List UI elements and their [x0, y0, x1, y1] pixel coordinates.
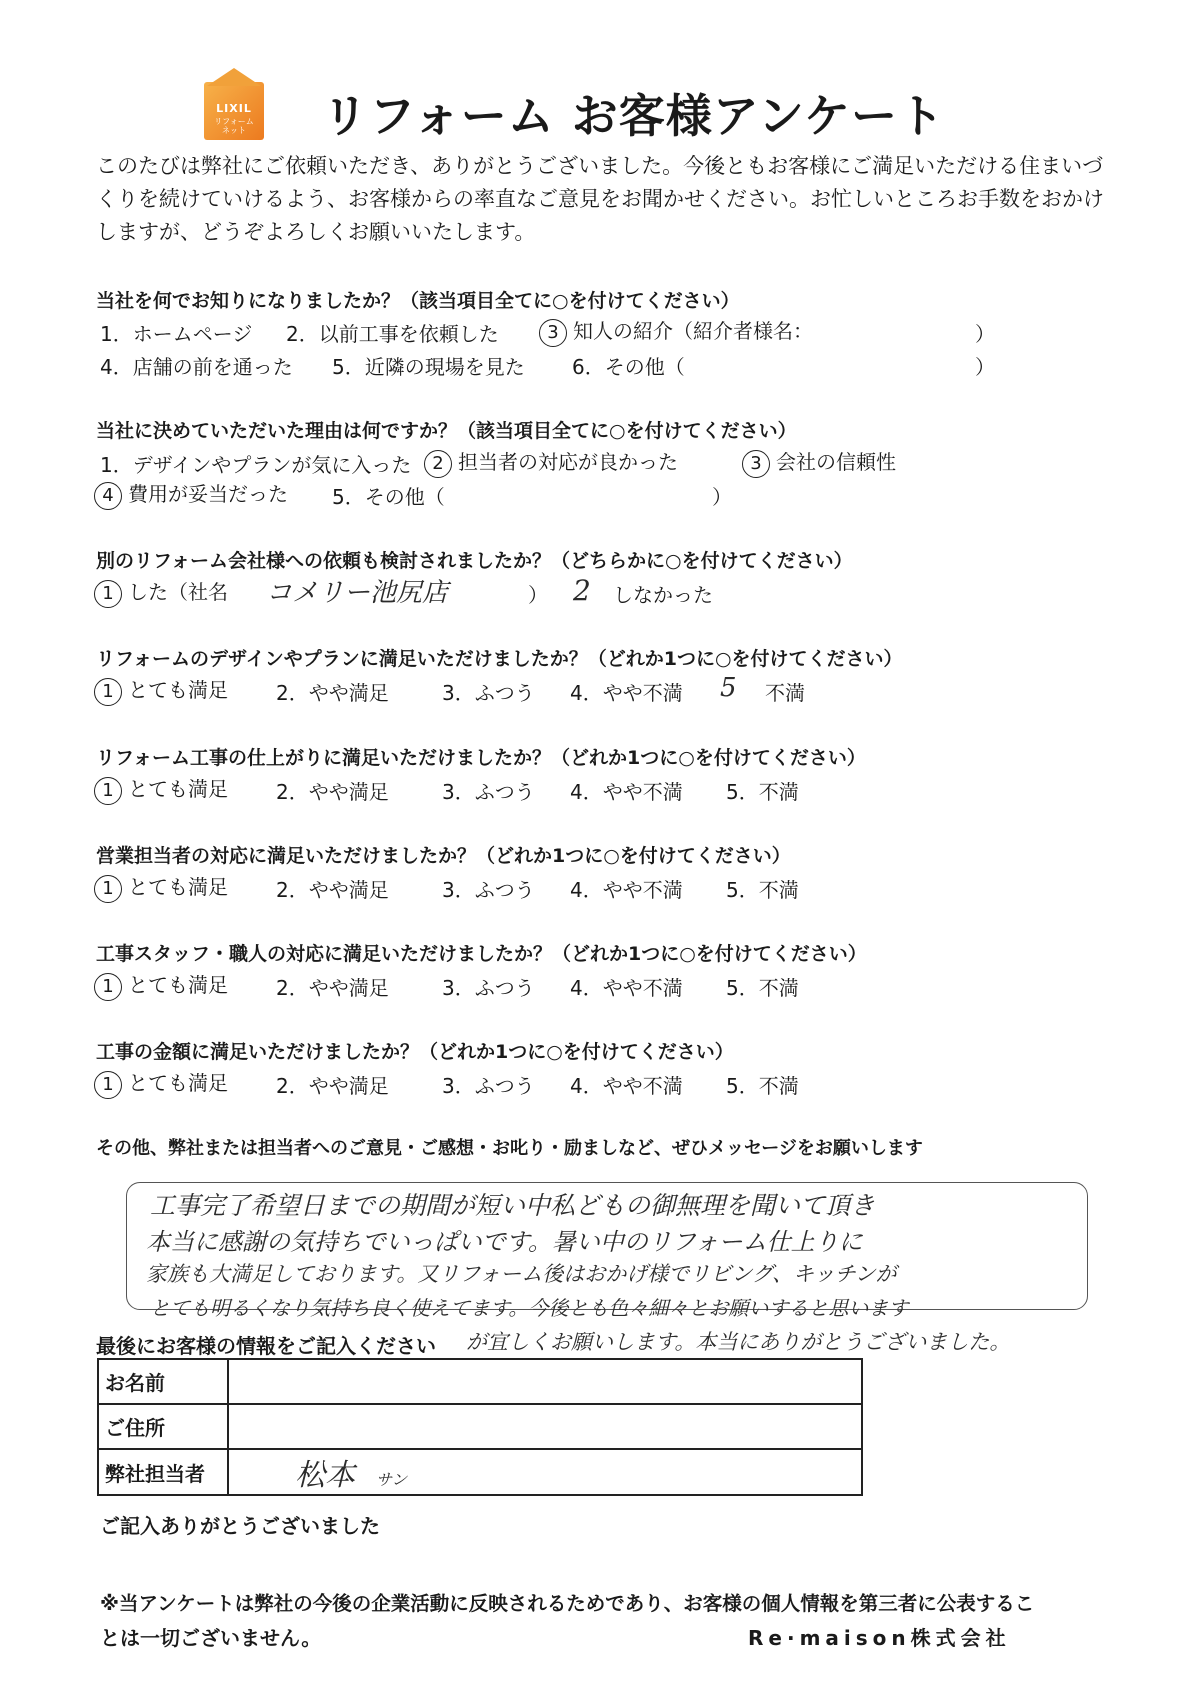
- q3-option-1[interactable]: [94, 576, 228, 608]
- q8-option-2[interactable]: 2．やや満足: [276, 1074, 389, 1098]
- q2-question: 当社に決めていただいた理由は何ですか？（該当項目全てに○を付けてください）: [96, 420, 797, 442]
- q6-option-1[interactable]: [94, 871, 228, 903]
- q3-company-written: コメリー池尻店: [266, 578, 449, 608]
- q1-paren-close-1: ）: [975, 322, 995, 346]
- q3-option-2[interactable]: しなかった: [613, 583, 713, 607]
- intro-text: このたびは弊社にご依頼いただき、ありがとうございました。今後ともお客様にご満足いただける住まいづくりを続けていけるよう、お客様からの率直なご意見をお聞かせください。お忙しいところお手数をおかけしますが、どうぞよろしくお願いいたします。: [96, 154, 1104, 244]
- q7-option-5[interactable]: 5．不満: [726, 976, 799, 1000]
- q5-option-1[interactable]: [94, 773, 228, 805]
- q7-option-2[interactable]: 2．やや満足: [276, 976, 389, 1000]
- comment-line-4: とても明るくなり気持ち良く使えてます。今後とも色々細々とお願いすると思います: [150, 1296, 909, 1320]
- disclaimer-line-2: とは一切ございません。: [100, 1626, 322, 1650]
- q2-option-4-label: 費用が妥当だった: [128, 482, 288, 506]
- q2-option-4-circle: 4: [94, 482, 122, 510]
- q1-question: 当社を何でお知りになりましたか？（該当項目全てに○を付けてください）: [96, 290, 740, 312]
- q4-option-2[interactable]: 2．やや満足: [276, 681, 389, 705]
- q2-option-4[interactable]: [94, 478, 288, 510]
- q1-option-2[interactable]: 2．以前工事を依頼した: [286, 322, 499, 346]
- q1-option-3-circle: 3: [539, 319, 567, 347]
- q2-option-1[interactable]: 1．デザインやプランが気に入った: [100, 453, 412, 477]
- logo-roof-shape: [207, 68, 261, 86]
- q3-option-2-number: 2: [573, 574, 591, 607]
- q7-option-3[interactable]: 3．ふつう: [442, 976, 535, 1000]
- q2-option-2[interactable]: [424, 446, 678, 478]
- q1-option-6[interactable]: 6．その他（: [572, 355, 685, 379]
- q6-option-4[interactable]: 4．やや不満: [570, 878, 683, 902]
- lixil-logo: [204, 82, 264, 140]
- q3-option-1-circle: 1: [94, 580, 122, 608]
- staff-label: 弊社担当者: [98, 1449, 228, 1495]
- staff-field[interactable]: [228, 1449, 862, 1495]
- q7-option-4[interactable]: 4．やや不満: [570, 976, 683, 1000]
- q5-option-2[interactable]: 2．やや満足: [276, 780, 389, 804]
- q2-paren-close: ）: [712, 485, 732, 509]
- thanks-text: ご記入ありがとうございました: [100, 1514, 380, 1538]
- q5-option-5[interactable]: 5．不満: [726, 780, 799, 804]
- q6-option-1-circle: 1: [94, 875, 122, 903]
- q4-option-3[interactable]: 3．ふつう: [442, 681, 535, 705]
- q8-option-5[interactable]: 5．不満: [726, 1074, 799, 1098]
- customer-info-heading: 最後にお客様の情報をご記入ください: [96, 1334, 436, 1358]
- q5-option-3[interactable]: 3．ふつう: [442, 780, 535, 804]
- comment-line-2: 本当に感謝の気持ちでいっぱいです。暑い中のリフォーム仕上りに: [146, 1228, 863, 1256]
- q3-paren-close: ）: [528, 583, 548, 607]
- table-row: [98, 1359, 862, 1404]
- staff-written-suffix: サン: [375, 1470, 408, 1489]
- q1-option-4[interactable]: 4．店舗の前を通った: [100, 355, 293, 379]
- q2-option-2-circle: 2: [424, 450, 452, 478]
- q8-option-1[interactable]: [94, 1067, 228, 1099]
- comment-line-5: が宜しくお願いします。本当にありがとうございました。: [466, 1330, 1011, 1354]
- q1-option-5[interactable]: 5．近隣の現場を見た: [332, 355, 525, 379]
- q6-option-5[interactable]: 5．不満: [726, 878, 799, 902]
- q3-option-1-label: した（社名: [128, 580, 228, 604]
- logo-sub-text: リフォーム ネット: [214, 117, 254, 135]
- name-label: お名前: [98, 1359, 228, 1404]
- q1-option-1[interactable]: 1．ホームページ: [100, 322, 253, 346]
- q3-question: 別のリフォーム会社様への依頼も検討されましたか？（どちらかに○を付けてください）: [96, 550, 853, 572]
- q7-question: 工事スタッフ・職人の対応に満足いただけましたか？（どれか1つに○を付けてください）: [96, 943, 867, 965]
- logo-brand-text: LIXIL: [216, 102, 252, 115]
- disclaimer-line-1: ※当アンケートは弊社の今後の企業活動に反映されるためであり、お客様の個人情報を第三者に公表するこ: [100, 1592, 1035, 1615]
- q6-option-3[interactable]: 3．ふつう: [442, 878, 535, 902]
- q8-option-3[interactable]: 3．ふつう: [442, 1074, 535, 1098]
- q4-option-1[interactable]: [94, 674, 228, 706]
- q5-question: リフォーム工事の仕上がりに満足いただけましたか？（どれか1つに○を付けてください）: [96, 747, 866, 769]
- q4-option-5[interactable]: 不満: [765, 681, 805, 705]
- q6-option-1-label: とても満足: [128, 875, 228, 899]
- q8-option-4[interactable]: 4．やや不満: [570, 1074, 683, 1098]
- q1-option-3[interactable]: [539, 315, 813, 347]
- q4-option-4[interactable]: 4．やや不満: [570, 681, 683, 705]
- address-label: ご住所: [98, 1404, 228, 1449]
- page-title: リフォーム お客様アンケート: [322, 89, 945, 143]
- q2-option-3-label: 会社の信頼性: [776, 450, 896, 474]
- q5-option-4[interactable]: 4．やや不満: [570, 780, 683, 804]
- staff-written-name: 松本: [295, 1458, 355, 1493]
- table-row: [98, 1449, 862, 1495]
- q5-option-1-label: とても満足: [128, 777, 228, 801]
- table-row: [98, 1404, 862, 1449]
- q5-option-1-circle: 1: [94, 777, 122, 805]
- q7-option-1-label: とても満足: [128, 973, 228, 997]
- customer-info-table: [97, 1358, 863, 1496]
- q7-option-1-circle: 1: [94, 973, 122, 1001]
- q2-option-5[interactable]: 5．その他（: [332, 485, 445, 509]
- comment-line-3: 家族も大満足しております。又リフォーム後はおかげ様でリビング、キッチンが: [146, 1262, 897, 1286]
- q8-question: 工事の金額に満足いただけましたか？（どれか1つに○を付けてください）: [96, 1041, 734, 1063]
- comment-line-1: 工事完了希望日までの期間が短い中私どもの御無理を聞いて頂き: [150, 1191, 876, 1220]
- q2-option-2-label: 担当者の対応が良かった: [458, 450, 678, 474]
- q8-option-1-circle: 1: [94, 1071, 122, 1099]
- q2-option-3[interactable]: [742, 446, 896, 478]
- q1-paren-close-2: ）: [975, 355, 995, 379]
- q4-option-5-number: 5: [720, 673, 737, 703]
- q4-option-1-label: とても満足: [128, 678, 228, 702]
- q6-option-2[interactable]: 2．やや満足: [276, 878, 389, 902]
- q7-option-1[interactable]: [94, 969, 228, 1001]
- q8-option-1-label: とても満足: [128, 1071, 228, 1095]
- comments-question: その他、弊社または担当者へのご意見・ご感想・お叱り・励ましなど、ぜひメッセージをお願いします: [96, 1138, 923, 1159]
- q4-option-1-circle: 1: [94, 678, 122, 706]
- q4-question: リフォームのデザインやプランに満足いただけましたか？（どれか1つに○を付けてください）: [96, 648, 903, 670]
- name-field[interactable]: [228, 1359, 862, 1404]
- q2-option-3-circle: 3: [742, 450, 770, 478]
- q1-option-3-label: 知人の紹介（紹介者様名：: [573, 319, 813, 343]
- q6-question: 営業担当者の対応に満足いただけましたか？（どれか1つに○を付けてください）: [96, 845, 791, 867]
- company-name: Re·maison株式会社: [748, 1626, 1011, 1650]
- address-field[interactable]: [228, 1404, 862, 1449]
